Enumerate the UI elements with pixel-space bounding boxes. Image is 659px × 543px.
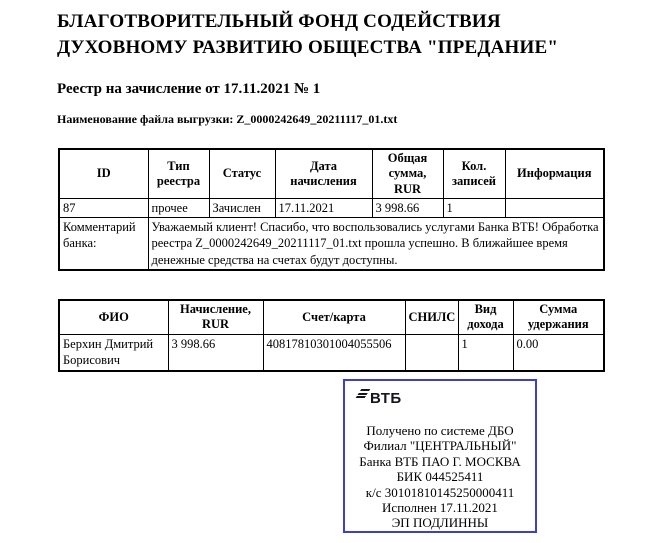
stamp-line-signature: ЭП ПОДЛИННЫ <box>391 515 489 531</box>
header-accrual-rur: Начисление, RUR <box>168 300 263 334</box>
stamp-line-bank: Банка ВТБ ПАО Г. МОСКВА <box>359 453 521 469</box>
cell-accrual-rur: 3 998.66 <box>168 334 263 371</box>
header-income-type: Вид дохода <box>458 300 513 334</box>
cell-withholding-sum: 0.00 <box>513 334 604 371</box>
header-information: Информация <box>505 149 604 198</box>
cell-account-card: 40817810301004055506 <box>263 334 405 371</box>
vtb-logo-label: ВТБ <box>370 389 402 407</box>
header-snils: СНИЛС <box>405 300 458 334</box>
header-id: ID <box>59 149 148 198</box>
export-file-name: Наименование файла выгрузки: Z_0000242649_20211117_01.txt <box>57 112 398 126</box>
stamp-text-block <box>345 423 535 531</box>
cell-status: Зачислен <box>209 198 275 217</box>
header-withholding-sum: Сумма удержания <box>513 300 604 334</box>
cell-total-sum: 3 998.66 <box>372 198 443 217</box>
cell-income-type: 1 <box>458 334 513 371</box>
registry-table-header-row <box>59 149 604 198</box>
header-registry-type: Тип реестра <box>148 149 209 198</box>
stamp-line-corr-account: к/с 30101810145250000411 <box>365 484 515 500</box>
header-record-count: Кол. записей <box>443 149 505 198</box>
stamp-line-branch: Филиал "ЦЕНТРАЛЬНЫЙ" <box>363 438 517 454</box>
payments-table <box>58 299 605 372</box>
cell-record-count: 1 <box>443 198 505 217</box>
header-full-name: ФИО <box>59 300 168 334</box>
registry-table-data-row <box>59 198 604 217</box>
cell-snils <box>405 334 458 371</box>
header-status: Статус <box>209 149 275 198</box>
header-total-sum: Общая сумма, RUR <box>372 149 443 198</box>
stamp-line-executed: Исполнен 17.11.2021 <box>382 500 498 516</box>
stamp-line-received: Получено по системе ДБО <box>366 423 514 438</box>
page-title-line1: БЛАГОТВОРИТЕЛЬНЫЙ ФОНД СОДЕЙСТВИЯ <box>57 11 501 32</box>
cell-id: 87 <box>59 198 148 217</box>
page-title <box>57 9 558 61</box>
bank-comment-text: Уважаемый клиент! Спасибо, что воспользовались услугами Банка ВТБ! Обработка реестра Z_0000242649_20211117_01.txt прошла успешно. В ближайшее время денежные средства на счетах будут доступны. <box>148 218 604 270</box>
header-accrual-date: Дата начисления <box>275 149 372 198</box>
cell-information <box>505 198 604 217</box>
vtb-logo <box>358 389 402 407</box>
bank-stamp <box>343 379 537 533</box>
cell-registry-type: прочее <box>148 198 209 217</box>
cell-full-name: Берхин Дмитрий Борисович <box>59 334 168 371</box>
payments-table-data-row <box>59 334 604 371</box>
payments-table-header-row <box>59 300 604 334</box>
bank-comment-label: Комментарий банка: <box>59 218 148 270</box>
registry-table <box>58 148 605 271</box>
header-account-card: Счет/карта <box>263 300 405 334</box>
cell-accrual-date: 17.11.2021 <box>275 198 372 217</box>
registry-subtitle: Реестр на зачисление от 17.11.2021 № 1 <box>57 81 321 97</box>
stamp-line-bik: БИК 044525411 <box>396 469 484 485</box>
page-title-line2: ДУХОВНОМУ РАЗВИТИЮ ОБЩЕСТВА "ПРЕДАНИЕ" <box>57 37 559 58</box>
vtb-logo-icon <box>355 389 371 400</box>
bank-comment-row <box>59 218 604 270</box>
